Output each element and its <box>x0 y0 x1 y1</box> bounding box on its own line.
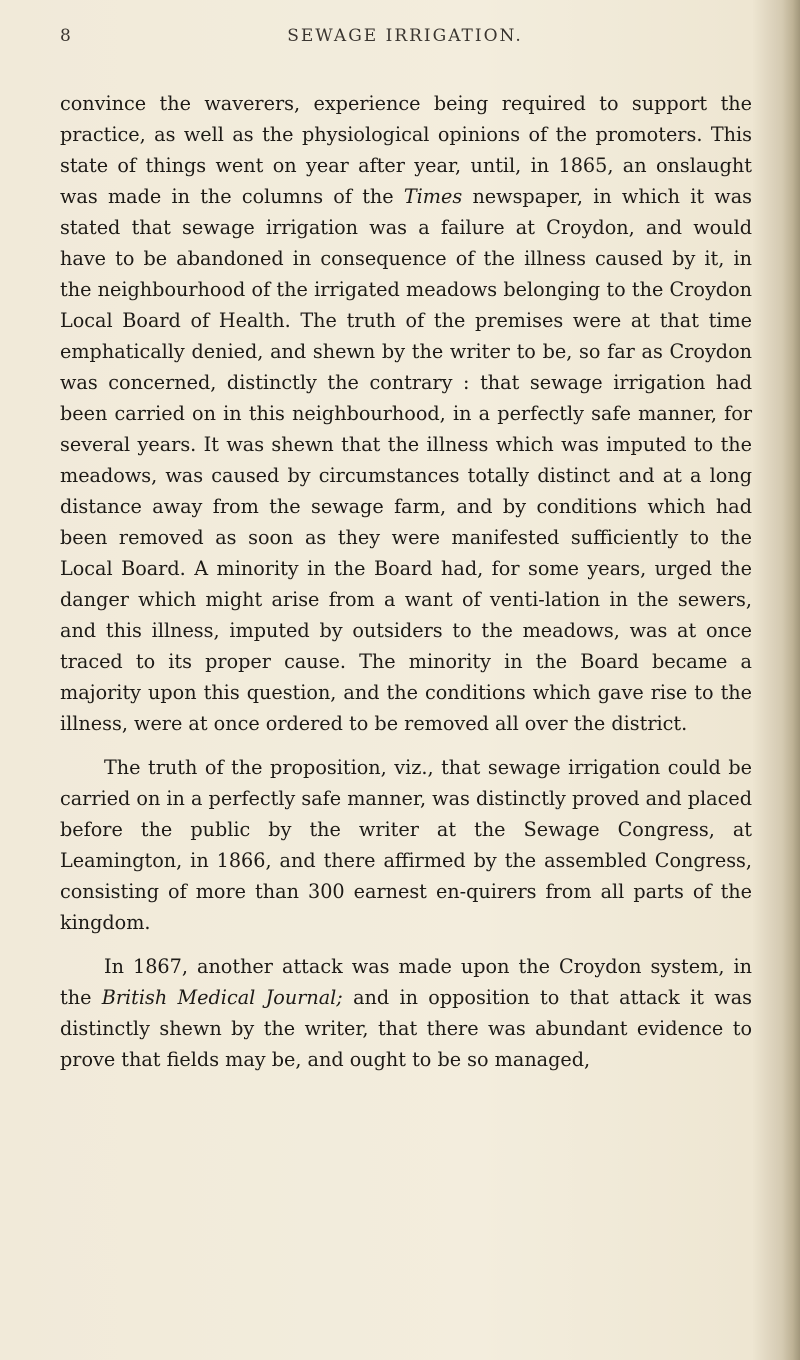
paragraph <box>60 752 752 938</box>
italic-text-segment: British Medical Journal; <box>101 986 343 1009</box>
text-segment: convince the waverers, experience being required to support the practice, as well as the physiological opinions of the promoters. This state of things went on year after year, until, in 1865, an onslaught was made in the columns of the <box>60 92 752 208</box>
text-segment: In 1867, another attack was made upon the Croydon system, in the <box>60 955 752 1009</box>
text-segment: The truth of the proposition, viz., that sewage irrigation could be carried on in a perfectly safe manner, was distinctly proved and placed before the public by the writer at the Sewage Congress, at Leamington, in 1866, and there affirmed by the assembled Congress, consisting of more than 300 earnest en-quirers from all parts of the kingdom. <box>60 756 752 934</box>
italic-text-segment: Times <box>403 185 463 208</box>
running-head: SEWAGE IRRIGATION. <box>287 26 523 46</box>
page-edge-shadow <box>782 0 800 1360</box>
page-number: 8 <box>60 26 73 46</box>
page-header <box>60 26 750 54</box>
body-text <box>60 88 752 1075</box>
text-segment: and in opposition to that attack it was distinctly shewn by the writer, that there was abundant evidence to prove that fields may be, and ought to be so managed, <box>60 986 752 1071</box>
paragraph <box>60 88 752 739</box>
paragraph <box>60 951 752 1075</box>
text-segment: newspaper, in which it was stated that sewage irrigation was a failure at Croydon, and would have to be abandoned in consequence of the illness caused by it, in the neighbourhood of the irrigated meadows belonging to the Croydon Local Board of Health. The truth of the premises were at that time emphatically denied, and shewn by the writer to be, so far as Croydon was concerned, distinctly the contrary : that sewage irrigation had been carried on in this neighbourhood, in a perfectly safe manner, for several years. It was shewn that the illness which was imputed to the meadows, was caused by circumstances totally distinct and at a long distance away from the sewage farm, and by conditions which had been removed as soon as they were manifested sufficiently to the Local Board. A minority in the Board had, for some years, urged the danger which might arise from a want of venti-lation in the sewers, and this illness, imputed by outsiders to the meadows, was at once traced to its proper cause. The minority in the Board became a majority upon this question, and the conditions which gave rise to the illness, were at once ordered to be removed all over the district. <box>60 185 752 735</box>
